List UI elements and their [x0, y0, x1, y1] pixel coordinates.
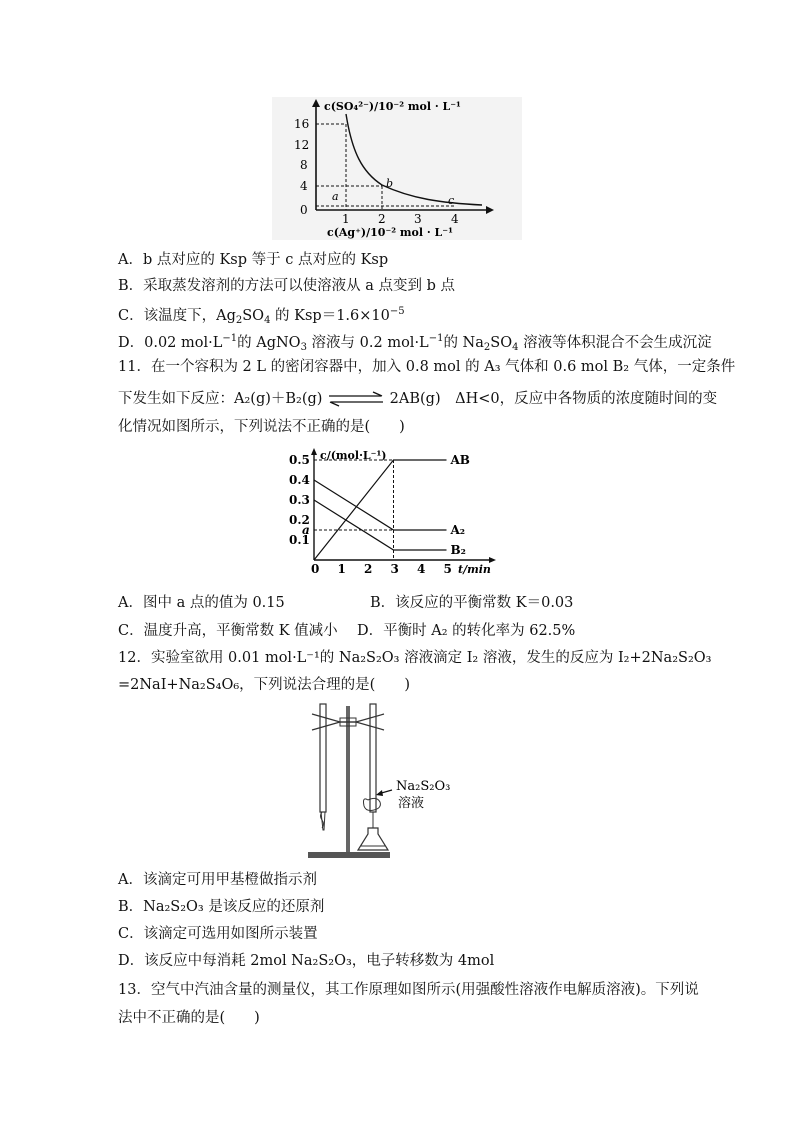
q13-stem-line1: 13．空气中汽油含量的测量仪，其工作原理如图所示(用强酸性溶液作电解质溶液)。下列说 — [118, 982, 699, 998]
fig1-point-b: b — [386, 177, 394, 190]
q11-reaction-right: 2AB(g) ΔH<0，反应中各物质的浓度随时间的变 — [389, 391, 718, 407]
q10-d-sub: 2 — [483, 342, 491, 353]
left-burette — [320, 704, 326, 812]
hand-sketch — [364, 798, 381, 810]
fig2-xtick: 4 — [417, 562, 426, 576]
q11-option-c: C．温度升高，平衡常数 K 值减小 — [118, 623, 338, 639]
fig2-y-arrow — [311, 448, 317, 455]
fig2-xtick: 0 — [311, 562, 320, 576]
q11-stem-line3: 化情况如图所示，下列说法不正确的是( ) — [118, 419, 405, 435]
q11-stem-line2 — [118, 389, 717, 409]
q13-stem-line2: 法中不正确的是( ) — [118, 1010, 260, 1026]
q12-option-b: B．Na₂S₂O₃ 是该反应的还原剂 — [118, 899, 325, 915]
q11-option-b: B．该反应的平衡常数 K＝0.03 — [370, 595, 574, 611]
fig3-label-reagent: Na₂S₂O₃ — [396, 779, 451, 794]
q11-option-a: A．图中 a 点的值为 0.15 — [118, 595, 285, 611]
q10-c-sup: −5 — [389, 306, 405, 317]
q10-d-sub: 4 — [512, 342, 519, 353]
titration-figure — [300, 700, 500, 862]
fig1-xtick-4: 4 — [451, 212, 459, 226]
fig2-ytick: 0.5 — [289, 453, 310, 467]
q10-option-a: A．b 点对应的 Ksp 等于 c 点对应的 Ksp — [118, 252, 389, 268]
fig1-xtick-1: 1 — [342, 212, 350, 226]
series-line-AB — [314, 460, 447, 560]
fig1-x-label: c(Ag⁺)/10⁻² mol · L⁻¹ — [327, 226, 453, 239]
stand-base — [308, 852, 390, 858]
fig2-ytick: 0.1 — [289, 533, 310, 547]
q10-d-part: D．0.02 mol·L — [118, 335, 223, 351]
ksp-curve-svg — [272, 97, 522, 240]
label-pointer-arrow — [376, 790, 383, 796]
q10-d-part: 的 AgNO — [237, 335, 301, 351]
series-label-B₂: B₂ — [450, 543, 466, 557]
q10-option-b: B．采取蒸发溶剂的方法可以使溶液从 a 点变到 b 点 — [118, 278, 456, 294]
stand-rod — [346, 706, 350, 852]
fig2-ytick: 0.2 — [289, 513, 310, 527]
fig3-label-solution: 溶液 — [398, 796, 425, 811]
fig1-ytick-4: 4 — [300, 179, 308, 193]
q10-d-part: 的 Na — [443, 335, 484, 351]
fig1-ytick-16: 16 — [294, 117, 310, 131]
q10-d-sup: −1 — [222, 333, 238, 344]
fig1-xtick-2: 2 — [378, 212, 386, 226]
series-label-A₂: A₂ — [450, 523, 466, 537]
fig1-ytick-0: 0 — [300, 203, 308, 217]
fig2-ytick: a — [302, 523, 310, 537]
q10-c-part: SO — [242, 308, 265, 324]
fig2-xtick: 3 — [390, 562, 399, 576]
q12-option-d: D．该反应中每消耗 2mol Na₂S₂O₃，电子转移数为 4mol — [118, 953, 495, 969]
q12-stem-line1: 12．实验室欲用 0.01 mol·L⁻¹的 Na₂S₂O₃ 溶液滴定 I₂ 溶液，发生的反应为 I₂+2Na₂S₂O₃ — [118, 650, 712, 666]
q10-d-sup: −1 — [428, 333, 444, 344]
fig1-ytick-12: 12 — [294, 138, 310, 152]
q12-stem-line2: =2NaI+Na₂S₄O₆，下列说法合理的是( ) — [118, 677, 410, 693]
q10-d-part: 溶液等体积混合不会生成沉淀 — [518, 335, 712, 351]
concentration-chart — [284, 445, 504, 580]
fig1-x-arrow — [486, 206, 494, 214]
fig1-y-arrow — [312, 99, 320, 107]
right-burette — [370, 704, 376, 812]
fig1-xtick-3: 3 — [414, 212, 422, 226]
series-line-B₂ — [314, 500, 447, 550]
q10-option-c — [118, 302, 405, 331]
q10-c-sub: 4 — [264, 315, 271, 326]
q10-d-sub: 3 — [300, 342, 307, 353]
series-label-AB: AB — [450, 453, 470, 467]
q11-stem-line1: 11．在一个容积为 2 L 的密闭容器中，加入 0.8 mol 的 A₃ 气体和 0.6 mol B₂ 气体，一定条件 — [118, 359, 736, 375]
q10-c-part: 的 Ksp＝1.6×10 — [270, 308, 390, 324]
ksp-figure — [272, 97, 522, 240]
q10-c-sub: 2 — [235, 315, 243, 326]
q12-option-a: A．该滴定可用甲基橙做指示剂 — [118, 872, 317, 888]
q10-d-part: 溶液与 0.2 mol·L — [306, 335, 429, 351]
concentration-chart-svg — [284, 445, 504, 580]
conical-flask — [358, 828, 388, 850]
fig2-xtick: 2 — [364, 562, 373, 576]
fig1-curve — [346, 114, 482, 205]
fig2-ytick: 0.3 — [289, 493, 310, 507]
q10-c-part: C．该温度下，Ag — [118, 308, 236, 324]
titration-apparatus-svg — [300, 700, 500, 862]
fig2-x-label: t/min — [458, 563, 491, 576]
equilibrium-arrow-icon — [327, 391, 385, 407]
q11-option-d: D．平衡时 A₂ 的转化率为 62.5% — [357, 623, 576, 639]
q10-d-part: SO — [490, 335, 513, 351]
fig1-point-c: c — [448, 194, 455, 207]
q10-option-d — [118, 329, 712, 358]
fig2-y-label: c/(mol·L⁻¹) — [320, 449, 387, 462]
fig2-ytick: 0.4 — [289, 473, 310, 487]
fig1-point-a: a — [332, 190, 339, 203]
q12-option-c: C．该滴定可选用如图所示装置 — [118, 926, 318, 942]
series-line-A₂ — [314, 480, 447, 530]
fig2-xtick: 1 — [337, 562, 346, 576]
left-burette-tube — [321, 812, 324, 828]
q11-reaction-left: 下发生如下反应：A₂(g)＋B₂(g) — [118, 391, 323, 407]
fig2-xtick: 5 — [443, 562, 452, 576]
fig1-y-label: c(SO₄²⁻)/10⁻² mol · L⁻¹ — [324, 100, 461, 113]
fig1-ytick-8: 8 — [300, 158, 308, 172]
